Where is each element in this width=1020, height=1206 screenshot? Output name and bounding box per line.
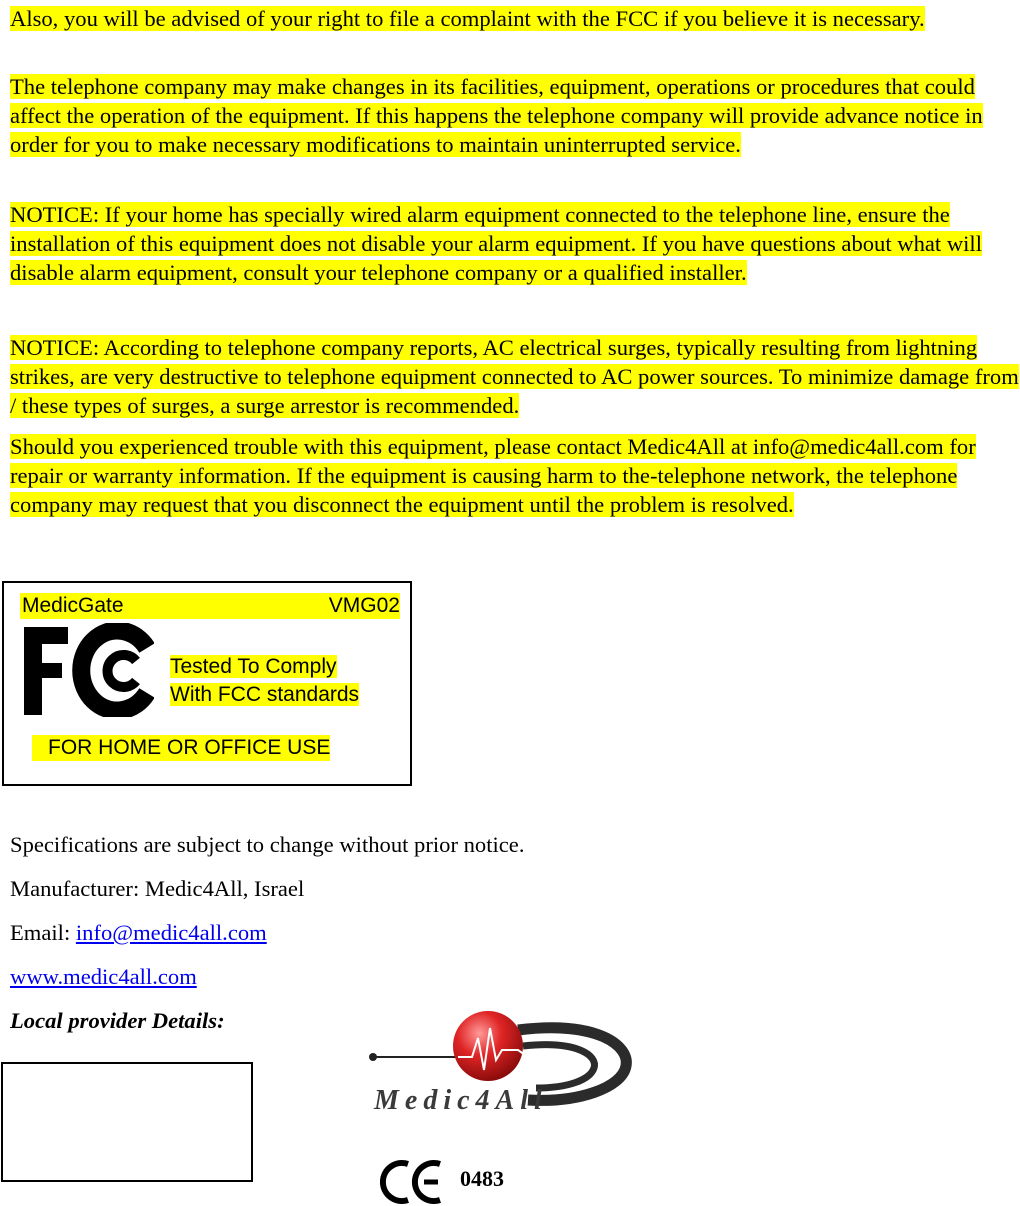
notice-paragraph-changes xyxy=(10,72,1020,159)
manufacturer: Manufacturer: Medic4All, Israel xyxy=(10,876,305,901)
email-link[interactable]: info@medic4all.com xyxy=(75,920,267,945)
tested-line-2: With FCC standards xyxy=(170,683,360,706)
tested-line-1: Tested To Comply xyxy=(170,655,337,678)
local-provider-heading: Local provider Details: xyxy=(10,1008,225,1033)
fcc-compliance-label xyxy=(2,581,412,786)
medic4all-logo xyxy=(368,1008,638,1116)
fcc-logo-icon xyxy=(24,623,154,717)
ce-mark-icon xyxy=(380,1158,450,1206)
medic4all-logo-text: Medic4All xyxy=(374,1085,548,1116)
notice-paragraph-alarm xyxy=(10,200,1020,287)
website-link[interactable]: www.medic4all.com xyxy=(10,964,197,989)
website-line xyxy=(10,962,197,991)
paragraph-text: NOTICE: If your home has specially wired alarm equipment connected to the telephone line, ensure the installation of this equipment does not disable your alarm equipment. If you have questions about what will disable alarm equipment, consult your telephone company or a qualified installer. xyxy=(10,202,982,285)
model-number: VMG02 xyxy=(328,594,400,617)
email-label: Email: xyxy=(10,920,76,945)
paragraph-text: Should you experienced trouble with this equipment, please contact Medic4All at info@medic4all.com for repair or warranty information. If the equipment is causing harm to the-telephone network, the telephone company may request that you disconnect the equipment until the problem is resolved. xyxy=(10,434,976,517)
local-provider-box xyxy=(1,1062,253,1182)
paragraph-text: NOTICE: According to telephone company reports, AC electrical surges, typically resulting from lightning strikes, are very destructive to telephone equipment connected to AC power sources. To minimize damage from / these types of surges, a surge arrestor is recommended. xyxy=(10,335,1019,418)
notice-paragraph-surges xyxy=(10,333,1020,420)
notice-paragraph-trouble xyxy=(10,432,1020,519)
product-name: MedicGate xyxy=(22,594,124,617)
notified-body-number: 0483 xyxy=(460,1166,504,1191)
fcc-compliance-statement xyxy=(170,653,359,709)
usage-statement: FOR HOME OR OFFICE USE xyxy=(32,735,330,761)
paragraph-text: The telephone company may make changes in its facilities, equipment, operations or procedures that could affect the operation of the equipment. If this happens the telephone company will provide advance notice in order for you to make necessary modifications to maintain uninterrupted service. xyxy=(10,74,983,157)
fcc-label-header xyxy=(20,593,400,619)
notice-paragraph-complaint xyxy=(10,4,1020,33)
email-line xyxy=(10,918,267,947)
spec-notice: Specifications are subject to change without prior notice. xyxy=(10,832,525,857)
paragraph-text: Also, you will be advised of your right to file a complaint with the FCC if you believe it is necessary. xyxy=(10,6,925,31)
